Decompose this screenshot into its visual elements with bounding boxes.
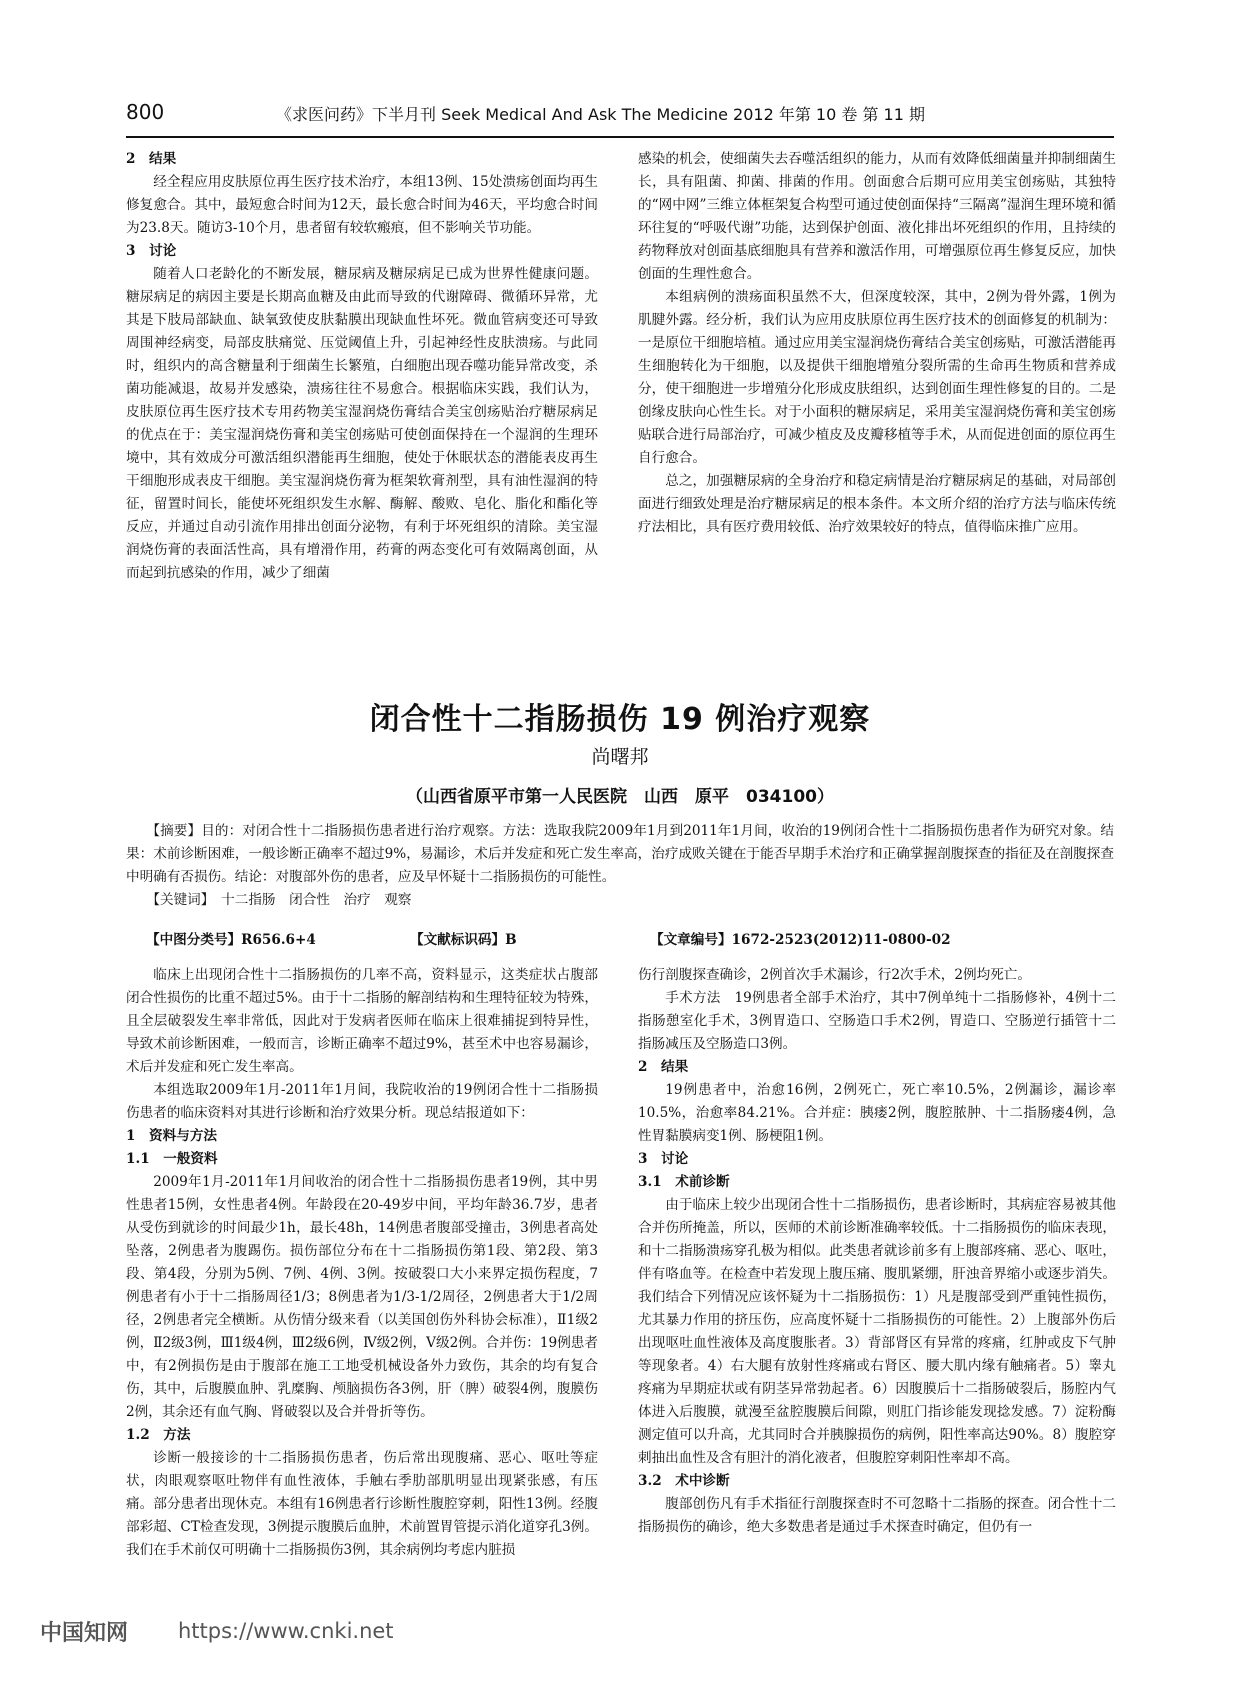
document-code: 【文献标识码】B [410, 932, 517, 948]
paragraph: 总之，加强糖尿病的全身治疗和稳定病情是治疗糖尿病足的基础，对局部创面进行细致处理是治疗糖尿病足的根本条件。本文所介绍的治疗方法与临床传统疗法相比，具有医疗费用较低、治疗效果较好的特点，值得临床推广应用。 [638, 473, 1116, 535]
paragraph: 腹部创伤凡有手术指征行剖腹探查时不可忽略十二指肠的探查。闭合性十二指肠损伤的确诊，绝大多数患者是通过手术探查时确定，但仍有一 [638, 1496, 1116, 1535]
paragraph: 感染的机会，使细菌失去吞噬活组织的能力，从而有效降低细菌量并抑制细菌生长，具有阻菌、抑菌、排菌的作用。创面愈合后期可应用美宝创疡贴，其独特的“网中网”三维立体框架复合构型可通过使创面保持“三隔离”湿润生理环境和循环往复的“呼吸代谢”功能，达到保护创面、液化排出坏死组织的作用，且持续的药物释放对创面基底细胞具有营养和激活作用，可增强原位再生修复反应，加快创面的生理性愈合。 [638, 151, 1116, 282]
clc-number: 【中图分类号】R656.6+4 [146, 932, 316, 948]
section-heading: 1 资料与方法 [126, 1128, 218, 1144]
paragraph: 19例患者中，治愈16例，2例死亡，死亡率10.5%，2例漏诊，漏诊率10.5%，治愈率84.21%。合并症：胰瘘2例，腹腔脓肿、十二指肠瘘4例，急性胃黏膜病变1例、肠梗阻1例。 [638, 1082, 1116, 1144]
prev-article-right-column [638, 148, 1116, 539]
section-heading: 2 结果 [126, 151, 177, 167]
cnki-logo: 中国知网 [40, 1621, 129, 1646]
paragraph: 伤行剖腹探查确诊，2例首次手术漏诊，行2次手术，2例均死亡。 [638, 967, 1031, 983]
prev-article-left-column [126, 148, 598, 585]
abstract-text: 【摘要】目的：对闭合性十二指肠损伤患者进行治疗观察。方法：选取我院2009年1月到2011年1月间，收治的19例闭合性十二指肠损伤患者作为研究对象。结果：术前诊断困难，一般诊断正确率不超过9%，易漏诊，术后并发症和死亡发生率高，治疗成败关键在于能否早期手术治疗和正确掌握剖腹探查的指征及在剖腹探查中明确有否损伤。结论：对腹部外伤的患者，应及早怀疑十二指肠损伤的可能性。 [126, 823, 1114, 885]
paragraph: 本组病例的溃疡面积虽然不大，但深度较深，其中，2例为骨外露，1例为肌腱外露。经分析，我们认为应用皮肤原位再生医疗技术的创面修复的机制为：一是原位干细胞培植。通过应用美宝湿润烧伤膏结合美宝创疡贴，可激活潜能再生细胞转化为干细胞，以及提供干细胞增殖分裂所需的生命再生物质和营养成分，使干细胞进一步增殖分化形成皮肤组织，达到创面生理性修复的目的。二是创缘皮肤向心性生长。对于小面积的糖尿病足，采用美宝湿润烧伤膏和美宝创疡贴联合进行局部治疗，可减少植皮及皮瓣移植等手术，从而促进创面的原位再生自行愈合。 [638, 289, 1116, 466]
article-title: 闭合性十二指肠损伤 19 例治疗观察 [369, 702, 871, 737]
paragraph: 经全程应用皮肤原位再生医疗技术治疗，本组13例、15处溃疡创面均再生修复愈合。其中，最短愈合时间为12天，最长愈合时间为46天，平均愈合时间为23.8天。随访3-10个月，患者留有较软瘢痕，但不影响关节功能。 [126, 174, 598, 236]
abstract-block [126, 820, 1114, 912]
section-heading: 1.2 方法 [126, 1427, 191, 1443]
paragraph: 手术方法 19例患者全部手术治疗，其中7例单纯十二指肠修补，4例十二指肠憩室化手术，3例胃造口、空肠造口手术2例，胃造口、空肠逆行插管十二指肠减压及空肠造口3例。 [638, 990, 1116, 1052]
author-affiliation: （山西省原平市第一人民医院 山西 原平 034100） [406, 787, 834, 807]
paragraph: 临床上出现闭合性十二指肠损伤的几率不高，资料显示，这类症状占腹部闭合性损伤的比重不超过5%。由于十二指肠的解剖结构和生理特征较为特殊，且全层破裂发生率非常低，因此对于发病者医师在临床上很难捕捉到特异性，导致术前诊断困难，一般而言，诊断正确率不超过9%，甚至术中也容易漏诊，术后并发症和死亡发生率高。 [126, 967, 598, 1075]
paragraph: 随着人口老龄化的不断发展，糖尿病及糖尿病足已成为世界性健康问题。糖尿病足的病因主要是长期高血糖及由此而导致的代谢障碍、微循环异常，尤其是下肢局部缺血、缺氧致使皮肤黏膜出现缺血性坏死。微血管病变还可导致周围神经病变，局部皮肤痛觉、压觉阈值上升，引起神经性皮肤溃疡。与此同时，组织内的高含糖量利于细菌生长繁殖，白细胞出现吞噬功能异常改变，杀菌功能减退，故易并发感染，溃疡往往不易愈合。根据临床实践，我们认为，皮肤原位再生医疗技术专用药物美宝湿润烧伤膏结合美宝创疡贴治疗糖尿病足的优点在于：美宝湿润烧伤膏和美宝创疡贴可使创面保持在一个湿润的生理环境中，其有效成分可激活组织潜能再生细胞，使处于休眠状态的潜能表皮再生干细胞形成表皮干细胞。美宝湿润烧伤膏为框架软膏剂型，具有油性湿润的特征，留置时间长，能使坏死组织发生水解、酶解、酸败、皂化、脂化和酯化等反应，并通过自动引流作用排出创面分泌物，有利于坏死组织的清除。美宝湿润烧伤膏的表面活性高，具有增滑作用，药膏的两态变化可有效隔离创面，从而起到抗感染的作用，减少了细菌 [126, 266, 598, 581]
page-number: 800 [126, 100, 165, 124]
paragraph: 诊断一般接诊的十二指肠损伤患者，伤后常出现腹痛、恶心、呕吐等症状，肉眼观察呕吐物伴有血性液体，手触右季肋部肌明显出现紧张感，有压痛。部分患者出现休克。本组有16例患者行诊断性腹腔穿刺，阳性13例。经腹部彩超、CT检查发现，3例提示腹膜后血肿，术前置胃管提示消化道穿孔3例。我们在手术前仅可明确十二指肠损伤3例，其余病例均考虑内脏损 [126, 1450, 598, 1558]
keywords: 【关键词】 十二指肠 闭合性 治疗 观察 [146, 892, 412, 908]
article-number: 【文章编号】1672-2523(2012)11-0800-02 [650, 932, 951, 948]
section-heading: 2 结果 [638, 1059, 689, 1075]
section-heading: 3.1 术前诊断 [638, 1174, 730, 1190]
body-right-column [638, 964, 1116, 1539]
section-heading: 1.1 一般资料 [126, 1151, 218, 1167]
body-left-column [126, 964, 598, 1562]
section-heading: 3.2 术中诊断 [638, 1473, 730, 1489]
article-author: 尚曙邦 [591, 746, 649, 768]
paragraph: 本组选取2009年1月-2011年1月间，我院收治的19例闭合性十二指肠损伤患者的临床资料对其进行诊断和治疗效果分析。现总结报道如下： [126, 1082, 598, 1121]
page-header [126, 96, 1114, 138]
journal-title: 《求医问药》下半月刊 Seek Medical And Ask The Medicine 2012 年第 10 卷 第 11 期 [276, 105, 925, 124]
section-heading: 3 讨论 [126, 243, 177, 259]
paragraph: 由于临床上较少出现闭合性十二指肠损伤，患者诊断时，其病症容易被其他合并伤所掩盖，所以，医师的术前诊断准确率较低。十二指肠损伤的临床表现，和十二指肠溃疡穿孔极为相似。此类患者就诊前多有上腹部疼痛、恶心、呕吐，伴有咯血等。在检查中若发现上腹压痛、腹肌紧绷，肝浊音界缩小或逐步消失。我们结合下列情况应该怀疑为十二指肠损伤：1）凡是腹部受到严重钝性损伤，尤其暴力作用的挤压伤，应高度怀疑十二指肠损伤的可能性。2）上腹部外伤后出现呕吐血性液体及高度腹胀者。3）背部肾区有异常的疼痛，红肿或皮下气肿等现象者。4）右大腿有放射性疼痛或右肾区、腰大肌内缘有触痛者。5）睾丸疼痛为早期症状或有阴茎异常勃起者。6）因腹膜后十二指肠破裂后，肠腔内气体进入后腹膜，就漫至盆腔腹膜后间隙，则肛门指诊能发现捻发感。7）淀粉酶测定值可以升高，尤其同时合并胰腺损伤的病例，阳性率高达90%。8）腹腔穿刺抽出血性及含有胆汁的消化液者，但腹腔穿刺阳性率却不高。 [638, 1197, 1116, 1466]
section-heading: 3 讨论 [638, 1151, 689, 1167]
cnki-url[interactable]: https://www.cnki.net [178, 1619, 394, 1643]
paragraph: 2009年1月-2011年1月间收治的闭合性十二指肠损伤患者19例，其中男性患者15例，女性患者4例。年龄段在20-49岁中间，平均年龄36.7岁，患者从受伤到就诊的时间最少1h，最长48h，14例患者腹部受撞击，3例患者高处坠落，2例患者为腹踢伤。损伤部位分布在十二指肠损伤第1段、第2段、第3段、第4段，分别为5例、7例、4例、3例。按破裂口大小来界定损伤程度，7例患者有小于十二指肠周径1/3；8例患者为1/3-1/2周径，2例患者大于1/2周径，2例患者完全横断。从伤情分级来看（以美国创伤外科协会标准），Ⅱ1级2例，Ⅱ2级3例，Ⅲ1级4例，Ⅲ2级6例，Ⅳ级2例，Ⅴ级2例。合并伤：19例患者中，有2例损伤是由于腹部在施工工地受机械设备外力致伤，其余的均有复合伤，其中，后腹膜血肿、乳糜胸、颅脑损伤各3例，肝（脾）破裂4例，腹膜伤2例，其余还有血气胸、肾破裂以及合并骨折等伤。 [126, 1174, 598, 1420]
